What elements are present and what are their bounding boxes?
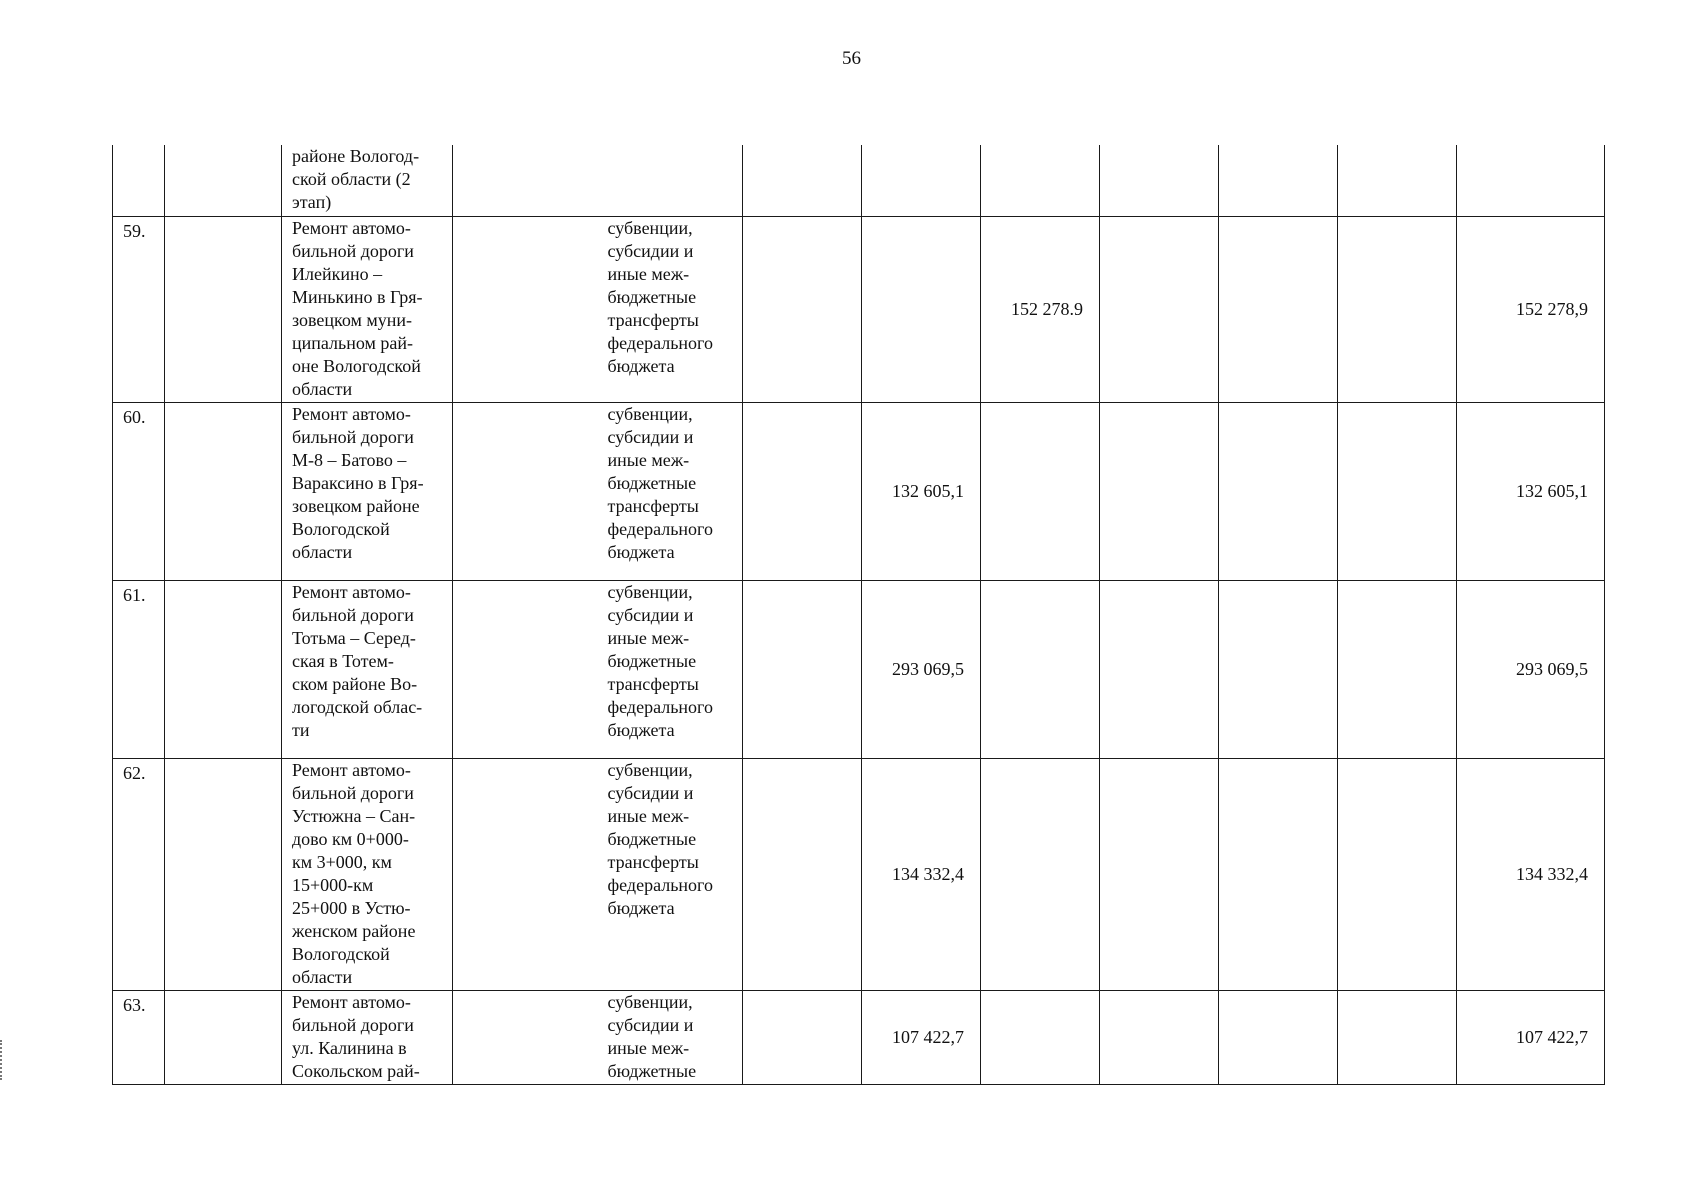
index-cell: 61.: [113, 580, 165, 758]
total-cell: 152 278,9: [1457, 216, 1605, 402]
empty-cell: [165, 990, 282, 1084]
empty-cell: [1338, 216, 1457, 402]
amount-cell: [981, 580, 1100, 758]
amount-cell: 107 422,7: [862, 990, 981, 1084]
index-cell: [113, 145, 165, 216]
index-cell: 62.: [113, 758, 165, 990]
empty-cell: [165, 758, 282, 990]
total-cell: 293 069,5: [1457, 580, 1605, 758]
total-cell: 134 332,4: [1457, 758, 1605, 990]
empty-cell: [1219, 145, 1338, 216]
empty-cell: [1100, 990, 1219, 1084]
table-row: [113, 216, 1605, 402]
total-cell: [1457, 145, 1605, 216]
empty-cell: [165, 402, 282, 580]
source-cell: субвенции, субсидии и иные меж- бюджетные трансферты федерального бюджета: [598, 216, 743, 402]
source-cell: субвенции, субсидии и иные меж- бюджетные: [598, 990, 743, 1084]
empty-cell: [1338, 758, 1457, 990]
empty-cell: [453, 990, 598, 1084]
amount-cell: 134 332,4: [862, 758, 981, 990]
name-cell: Ремонт автомо- бильной дороги Устюжна – Сан- дово км 0+000- км 3+000, км 15+000-км 25+000 в Устю- женском районе Вологодской области: [282, 758, 453, 990]
empty-cell: [453, 580, 598, 758]
empty-cell: [1338, 402, 1457, 580]
continuation-row: [113, 145, 1605, 216]
name-cell: Ремонт автомо- бильной дороги М-8 – Батово – Вараксино в Гря- зовецком районе Вологодской области: [282, 402, 453, 580]
empty-cell: [743, 402, 862, 580]
table-row: [113, 990, 1605, 1084]
scan-artifact: [0, 1040, 6, 1080]
source-cell: субвенции, субсидии и иные меж- бюджетные трансферты федерального бюджета: [598, 758, 743, 990]
empty-cell: [1100, 145, 1219, 216]
amount-cell: [981, 145, 1100, 216]
empty-cell: [1219, 758, 1338, 990]
source-cell: [598, 145, 743, 216]
index-cell: 63.: [113, 990, 165, 1084]
empty-cell: [743, 216, 862, 402]
empty-cell: [453, 145, 598, 216]
empty-cell: [743, 145, 862, 216]
table-row: [113, 758, 1605, 990]
empty-cell: [165, 216, 282, 402]
empty-cell: [1219, 216, 1338, 402]
empty-cell: [1338, 990, 1457, 1084]
table-row: [113, 402, 1605, 580]
name-cell: Ремонт автомо- бильной дороги Илейкино – Минькино в Гря- зовецком муни- ципальном рай- оне Вологодской области: [282, 216, 453, 402]
empty-cell: [1219, 990, 1338, 1084]
amount-cell: 293 069,5: [862, 580, 981, 758]
empty-cell: [453, 216, 598, 402]
empty-cell: [453, 758, 598, 990]
source-cell: субвенции, субсидии и иные меж- бюджетные трансферты федерального бюджета: [598, 402, 743, 580]
empty-cell: [165, 145, 282, 216]
index-cell: 60.: [113, 402, 165, 580]
empty-cell: [1100, 402, 1219, 580]
index-cell: 59.: [113, 216, 165, 402]
amount-cell: [862, 216, 981, 402]
empty-cell: [1338, 145, 1457, 216]
empty-cell: [1338, 580, 1457, 758]
empty-cell: [453, 402, 598, 580]
empty-cell: [1219, 402, 1338, 580]
name-cell: Ремонт автомо- бильной дороги ул. Калинина в Сокольском рай-: [282, 990, 453, 1084]
empty-cell: [743, 758, 862, 990]
name-cell: Ремонт автомо- бильной дороги Тотьма – Серед- ская в Тотем- ском районе Во- логодской облас- ти: [282, 580, 453, 758]
name-cell: районе Вологод- ской области (2 этап): [282, 145, 453, 216]
empty-cell: [1219, 580, 1338, 758]
source-cell: субвенции, субсидии и иные меж- бюджетные трансферты федерального бюджета: [598, 580, 743, 758]
empty-cell: [1100, 580, 1219, 758]
empty-cell: [743, 580, 862, 758]
total-cell: 107 422,7: [1457, 990, 1605, 1084]
empty-cell: [165, 580, 282, 758]
empty-cell: [743, 990, 862, 1084]
amount-cell: 152 278.9: [981, 216, 1100, 402]
empty-cell: [1100, 758, 1219, 990]
amount-cell: [981, 990, 1100, 1084]
budget-table: [112, 145, 1605, 1085]
table-row: [113, 580, 1605, 758]
amount-cell: 132 605,1: [862, 402, 981, 580]
amount-cell: [981, 758, 1100, 990]
amount-cell: [981, 402, 1100, 580]
total-cell: 132 605,1: [1457, 402, 1605, 580]
page-number: 56: [842, 48, 861, 69]
amount-cell: [862, 145, 981, 216]
empty-cell: [1100, 216, 1219, 402]
